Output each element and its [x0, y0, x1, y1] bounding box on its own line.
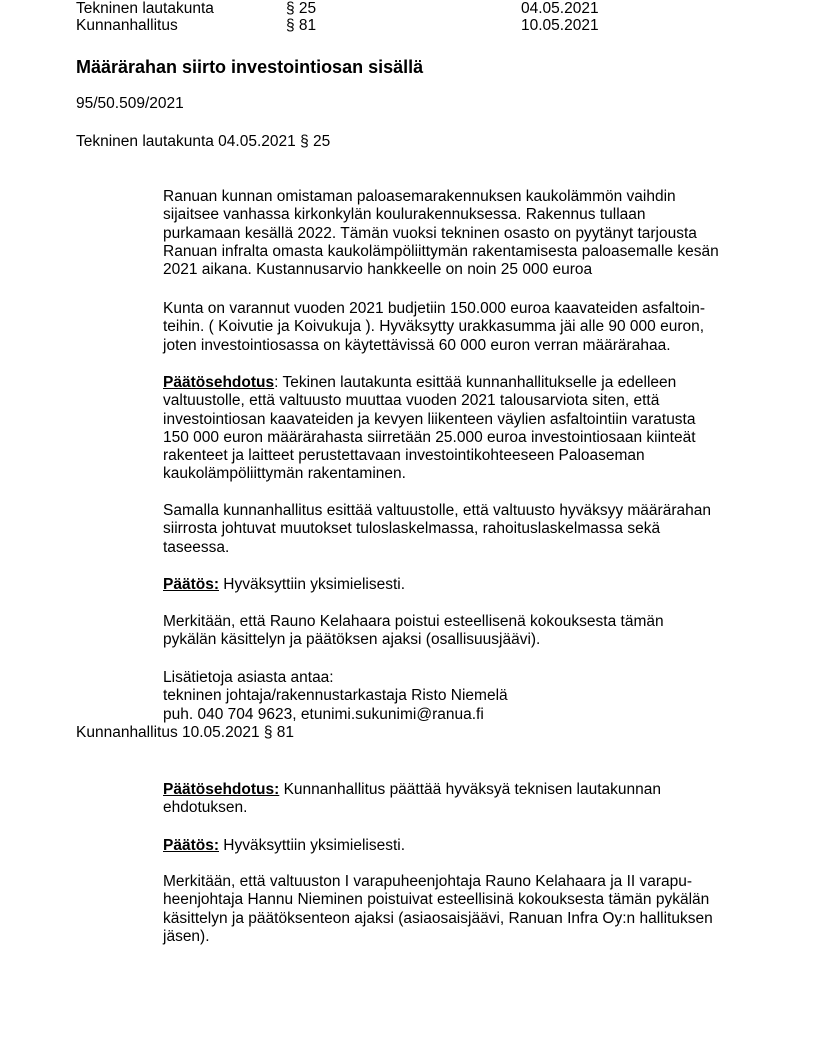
decision-paragraph	[163, 837, 763, 855]
header-date: 04.05.2021	[521, 0, 599, 17]
meeting2-heading: Kunnanhallitus 10.05.2021 § 81	[76, 724, 295, 741]
disqualification-note	[163, 873, 763, 946]
proposal-label: Päätösehdotus	[163, 374, 275, 391]
text-line: valtuustolle, että valtuusto muuttaa vuoden 2021 talousarviota siten, että	[163, 392, 660, 410]
budget-paragraph	[163, 300, 763, 355]
text-line: investointiosan kaavateiden ja kevyen liikenteen väylien asfaltointiin varatusta	[163, 410, 696, 428]
text-line: 2021 aikana. Kustannusarvio hankkeelle on noin 25 000 euroa	[163, 261, 593, 279]
proposal-label: Päätösehdotus:	[163, 781, 280, 798]
header-body: Kunnanhallitus	[76, 17, 178, 34]
decision-text: Hyväksyttiin yksimielisesti.	[219, 576, 406, 593]
text-line: ehdotuksen.	[163, 799, 248, 817]
text-line: Ranuan kunnan omistaman paloasemarakennuksen kaukolämmön vaihdin	[163, 188, 676, 205]
contact-email-line: puh. 040 704 9623, etunimi.sukunimi@ranua.fi	[163, 705, 484, 723]
proposal-paragraph	[163, 781, 763, 818]
text-line: jäsen).	[163, 927, 210, 945]
case-number: 95/50.509/2021	[76, 95, 184, 112]
text-line: taseessa.	[163, 538, 230, 556]
text-line: tekninen johtaja/rakennustarkastaja Risto Niemelä	[163, 687, 508, 705]
text-line: Merkitään, että valtuuston I varapuheenjohtaja Rauno Kelahaara ja II varapu-	[163, 873, 693, 890]
text-line: purkamaan kesällä 2022. Tämän vuoksi tekninen osasto on pyytänyt tarjousta	[163, 224, 697, 242]
text-line: siirrosta johtuvat muutokset tuloslaskelmassa, rahoituslaskelmassa sekä	[163, 520, 661, 538]
header-section: § 25	[286, 0, 317, 17]
text-line: Lisätietoja asiasta antaa:	[163, 669, 334, 686]
text-line: Kunta on varannut vuoden 2021 budjetiin 150.000 euroa kaavateiden asfaltoin-	[163, 300, 706, 317]
decision-label: Päätös:	[163, 837, 219, 854]
header-section: § 81	[286, 17, 317, 34]
header-date: 10.05.2021	[521, 17, 599, 34]
statement-paragraph	[163, 502, 763, 557]
disqualification-note	[163, 613, 763, 650]
text-line: Merkitään, että Rauno Kelahaara poistui esteellisenä kokouksesta tämän	[163, 613, 664, 630]
document-title: Määrärahan siirto investointiosan sisällä	[76, 57, 424, 77]
text-line: käsittelyn ja päätöksenteon ajaksi (asiaosaisjäävi, Ranuan Infra Oy:n hallituksen	[163, 909, 713, 927]
text-line: Ranuan infralta omasta kaukolämpöliittymän rakentamisesta paloasemalle kesän	[163, 242, 719, 260]
text-line: heenjohtaja Hannu Nieminen poistuivat esteellisinä kokouksesta tämän pykälän	[163, 891, 710, 909]
text-line: pykälän käsittelyn ja päätöksen ajaksi (osallisuusjäävi).	[163, 631, 541, 649]
proposal-paragraph	[163, 374, 763, 484]
header-body: Tekninen lautakunta	[76, 0, 214, 17]
text-line: joten investointiosassa on käytettävissä 60 000 euron verran määrärahaa.	[163, 336, 671, 354]
text-line: teihin. ( Koivutie ja Koivukuja ). Hyväksytty urakkasumma jäi alle 90 000 euron,	[163, 318, 705, 336]
text-line: sijaitsee vanhassa kirkonkylän koulurakennuksessa. Rakennus tullaan	[163, 206, 646, 224]
text-line: 150 000 euron määrärahasta siirretään 25.000 euroa investointiosaan kiinteät	[163, 428, 696, 446]
decision-label: Päätös:	[163, 576, 219, 593]
background-paragraph	[163, 188, 763, 279]
decision-paragraph	[163, 576, 763, 594]
meeting1-heading: Tekninen lautakunta 04.05.2021 § 25	[76, 133, 331, 150]
text-line: rakenteet ja laitteet perustettavaan investointikohteeseen Paloaseman	[163, 447, 645, 465]
text-line: Samalla kunnanhallitus esittää valtuustolle, että valtuusto hyväksyy määrärahan	[163, 502, 711, 519]
text-line: Kunnanhallitus päättää hyväksyä teknisen lautakunnan	[279, 781, 662, 798]
contact-info	[163, 669, 763, 724]
text-line: kaukolämpöliittymän rakentaminen.	[163, 465, 406, 483]
text-line: : Tekinen lautakunta esittää kunnanhallitukselle ja edelleen	[274, 374, 677, 391]
decision-text: Hyväksyttiin yksimielisesti.	[219, 837, 406, 854]
